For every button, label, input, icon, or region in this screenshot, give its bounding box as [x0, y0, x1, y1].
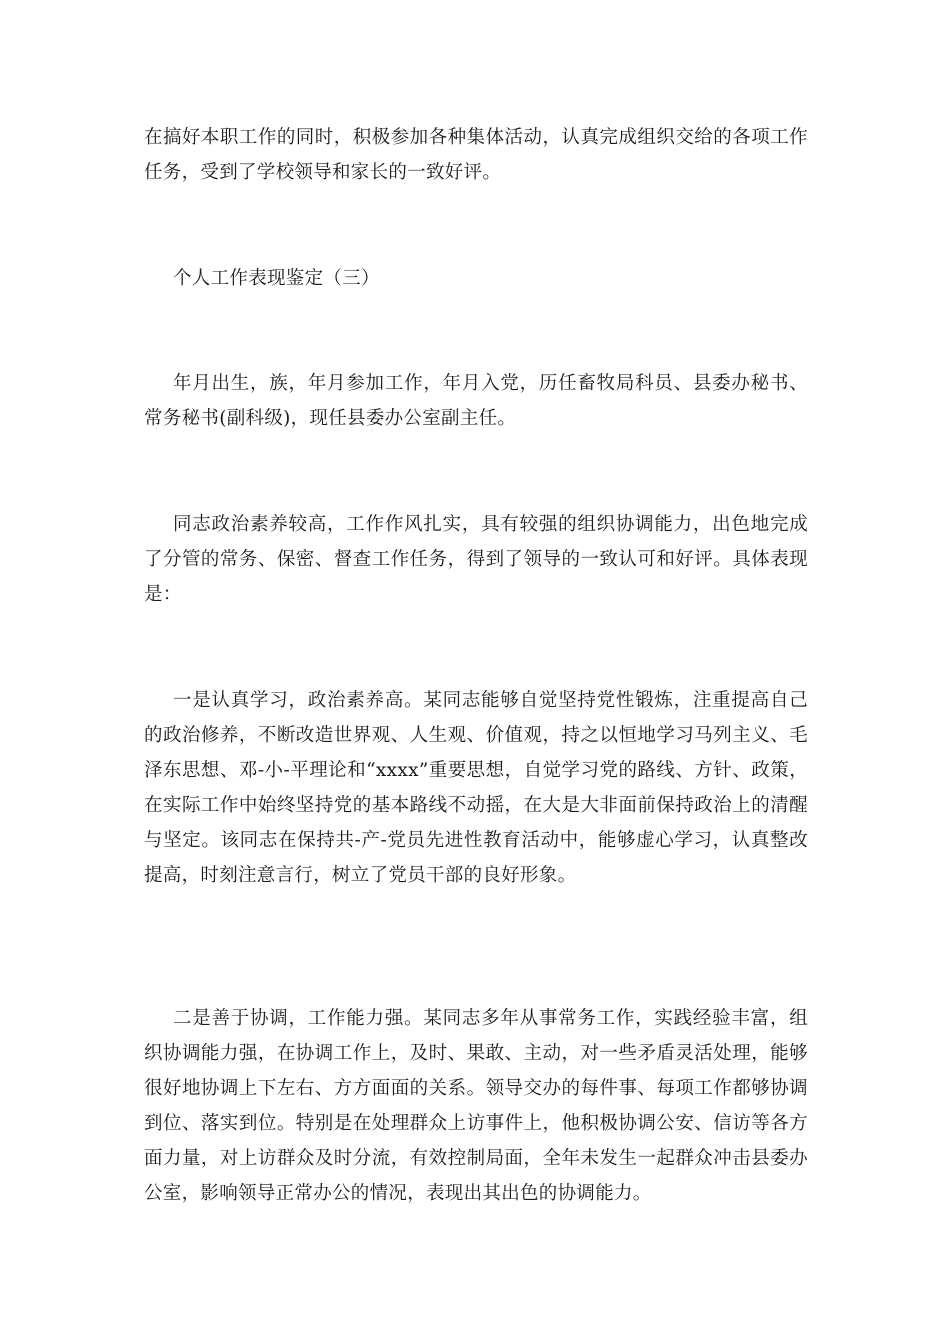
paragraph-continuation: 在搞好本职工作的同时，积极参加各种集体活动，认真完成组织交给的各项工作任务，受到了学校领导和家长的一致好评。 [144, 127, 808, 183]
section-heading: 个人工作表现鉴定（三） [173, 268, 380, 289]
paragraph-biography: 年月出生，族，年月参加工作，年月入党，历任畜牧局科员、县委办秘书、常务秘书(副科级)，现任县委办公室副主任。 [144, 373, 808, 429]
paragraph-point-one: 一是认真学习，政治素养高。某同志能够自觉坚持党性锻炼，注重提高自己的政治修养，不断改造世界观、人生观、价值观，持之以恒地学习马列主义、毛泽东思想、邓-小-平理论和“xxxx”重要思想，自觉学习党的路线、方针、政策，在实际工作中始终坚持党的基本路线不动摇，在大是大非面前保持政治上的清醒与坚定。该同志在保持共-产-党员先进性教育活动中，能够虚心学习，认真整改提高，时刻注意言行，树立了党员干部的良好形象。 [144, 690, 808, 886]
paragraph-point-two: 二是善于协调，工作能力强。某同志多年从事常务工作，实践经验丰富，组织协调能力强，在协调工作上，及时、果敢、主动，对一些矛盾灵活处理，能够很好地协调上下左右、方方面面的关系。领导交办的每件事、每项工作都够协调到位、落实到位。特别是在处理群众上访事件上，他积极协调公安、信访等各方面力量，对上访群众及时分流，有效控制局面，全年未发生一起群众冲击县委办公室，影响领导正常办公的情况，表现出其出色的协调能力。 [144, 1008, 808, 1204]
paragraph-summary: 同志政治素养较高，工作作风扎实，具有较强的组织协调能力，出色地完成了分管的常务、保密、督查工作任务，得到了领导的一致认可和好评。具体表现是： [144, 514, 808, 605]
